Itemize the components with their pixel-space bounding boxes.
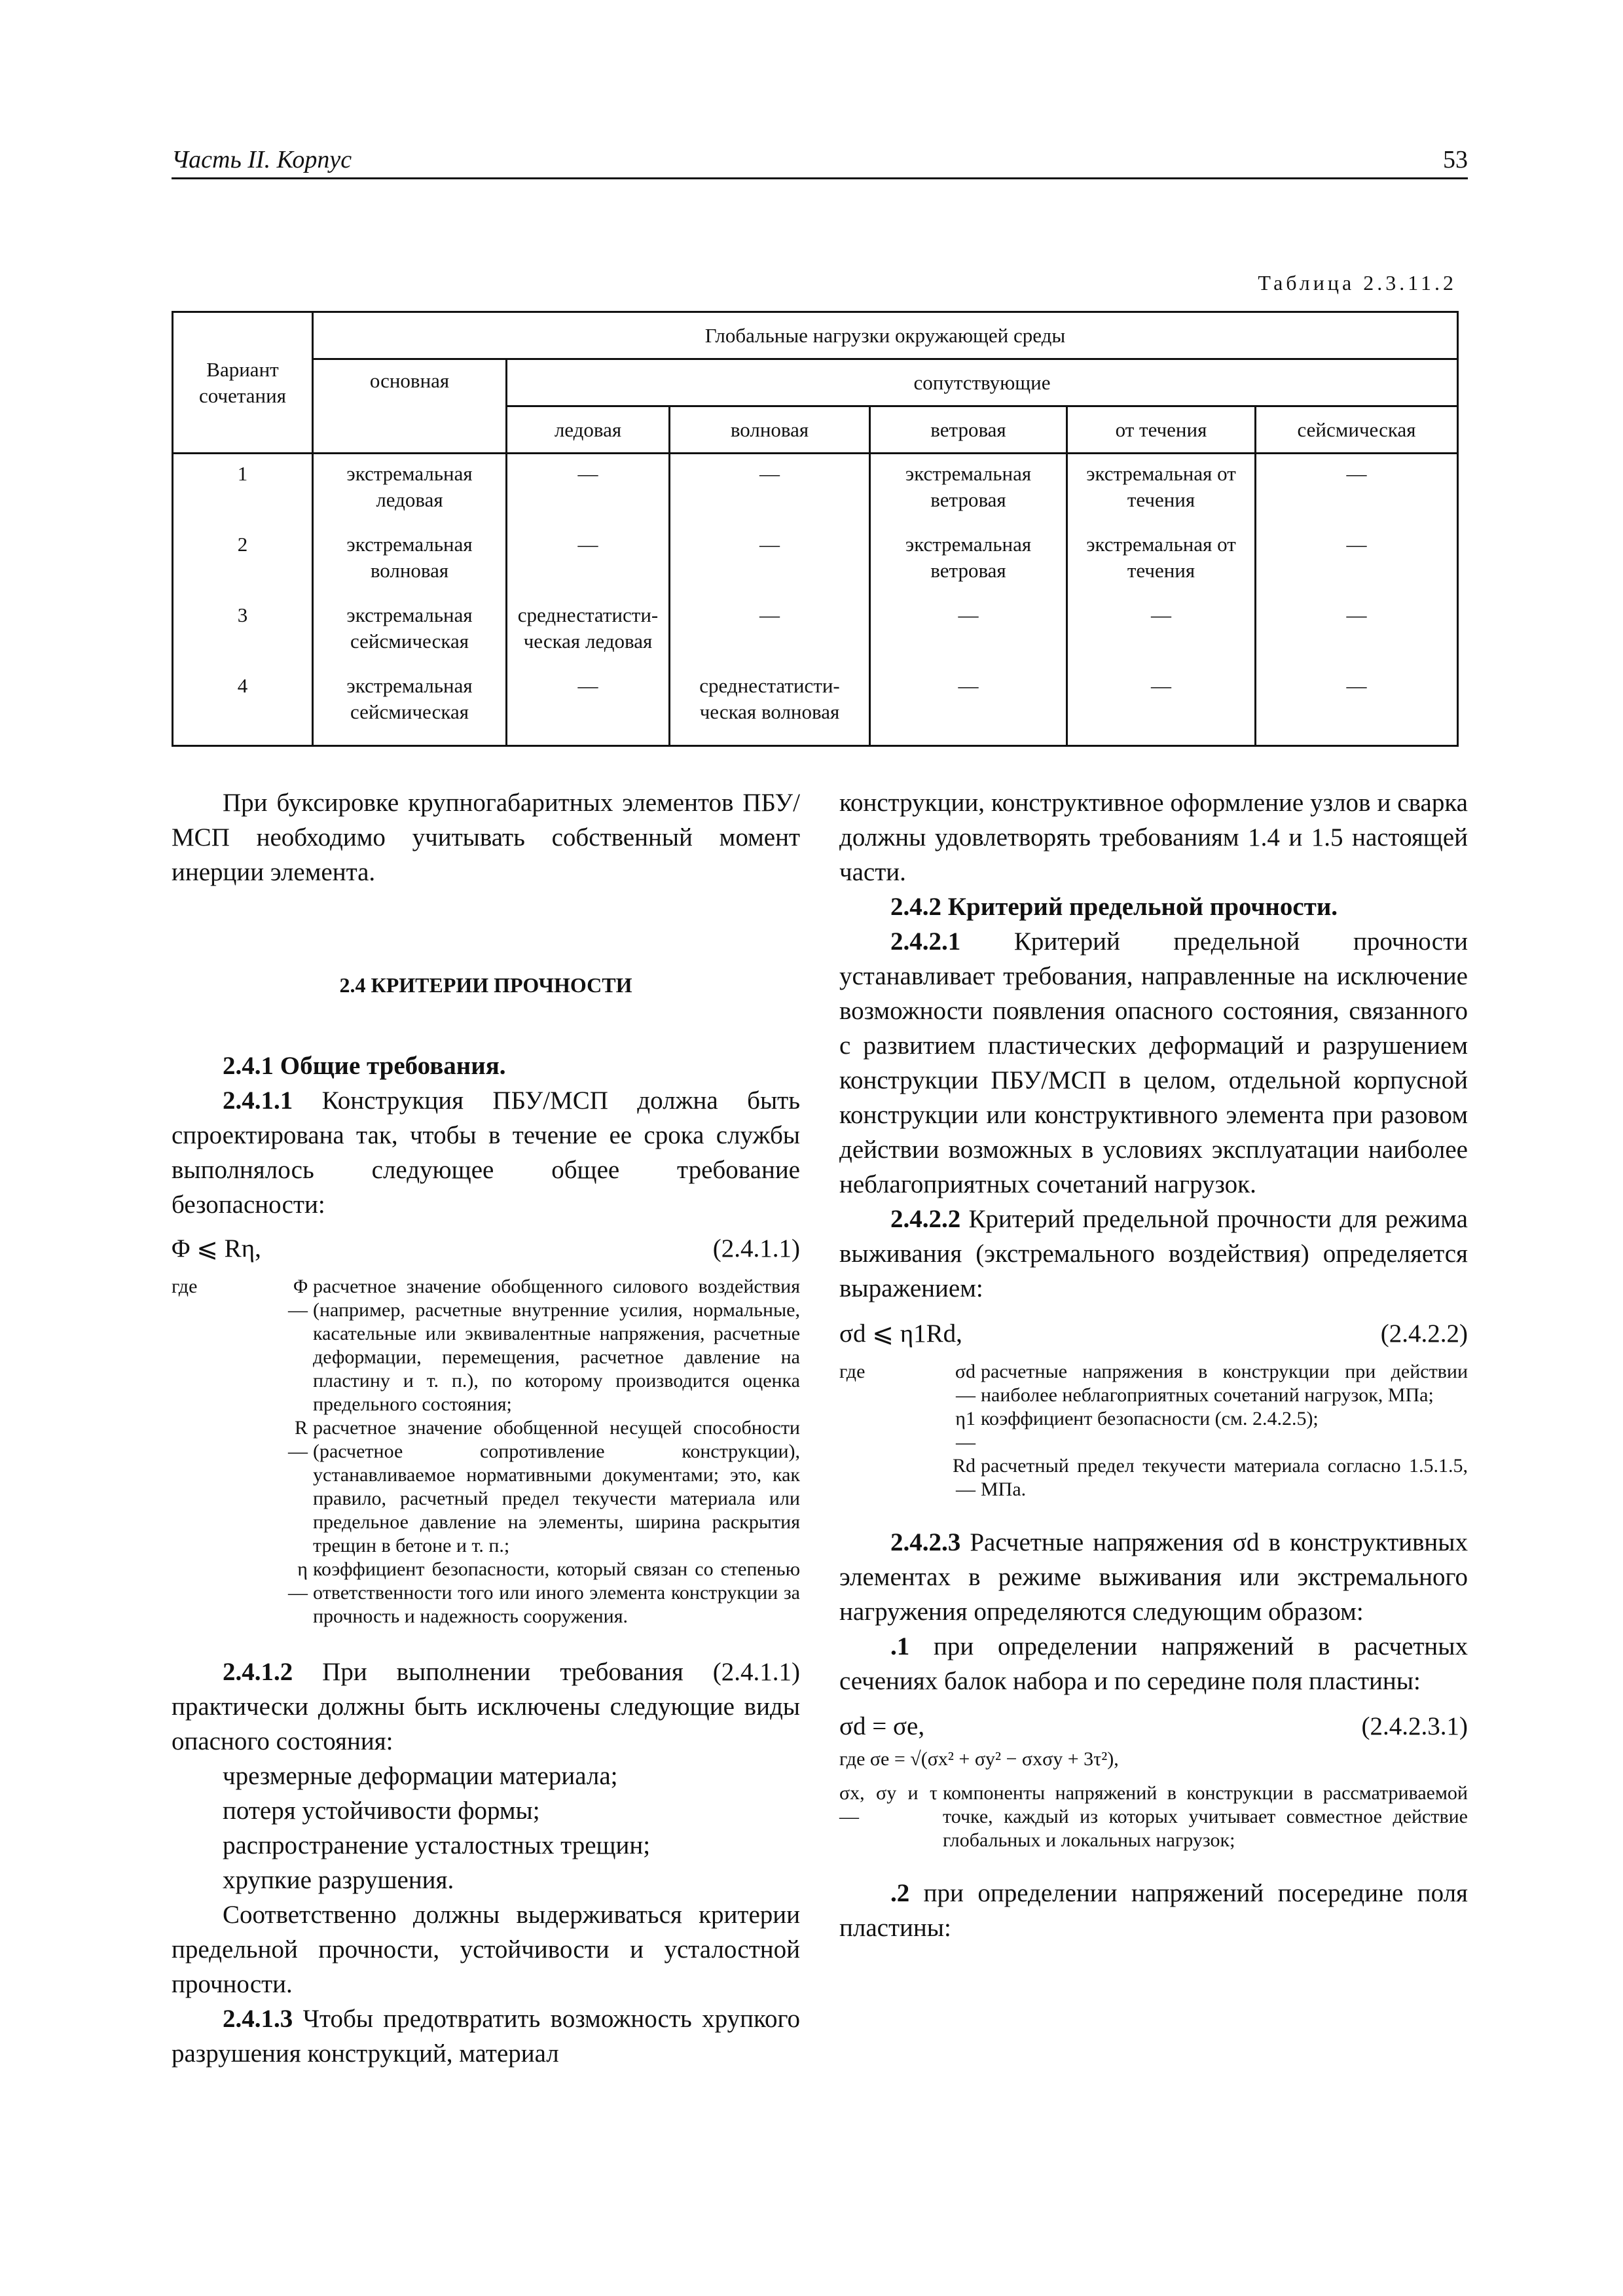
formula-expression: σd = σe,: [839, 1712, 925, 1740]
section-title: 2.4 КРИТЕРИИ ПРОЧНОСТИ: [339, 973, 632, 997]
col-header-accompanying: сопутствующие: [507, 359, 1458, 406]
table-cell: —: [1256, 525, 1458, 596]
legend-symbol: R —: [288, 1417, 308, 1462]
paragraph-accordingly: Соответственно должны выдерживаться критерии предельной прочности, устойчивости и усталостной прочности.: [172, 1901, 800, 1998]
formula-legend: [839, 1360, 1468, 1501]
legend-symbol: η1—: [955, 1408, 976, 1453]
header-rule: [172, 177, 1468, 179]
legend-symbol: σd —: [955, 1361, 976, 1406]
formula-2-4-2-3-1: [839, 1709, 1468, 1744]
item-number: .2: [890, 1879, 910, 1907]
table-cell: —: [670, 454, 870, 526]
where-label: где: [172, 1276, 198, 1297]
table-cell: 2: [173, 525, 313, 596]
left-column: [172, 785, 800, 2071]
legend-symbol: Rd —: [952, 1455, 976, 1500]
load-combinations-table: [172, 311, 1459, 747]
table-cell: экстремальная волновая: [313, 525, 507, 596]
subsection-heading-2-4-1: 2.4.1 Общие требования.: [223, 1052, 506, 1080]
table-cell: 3: [173, 596, 313, 666]
legend-text: расчетное значение обобщенного силового воздействия (например, расчетные внутренние усилия, нормальные, касательные или эквивалентные напряжения, расчетные деформации, перемещения, расчетное давление на пластину и т. п.), по которому производится оценка предельного состояния;: [313, 1276, 800, 1415]
formula-number: (2.4.2.2): [1380, 1319, 1468, 1348]
table-cell: 4: [173, 666, 313, 746]
col-header-seismic: сейсмическая: [1256, 406, 1458, 454]
clause-number: 2.4.1.1: [223, 1086, 293, 1115]
subsection-heading-2-4-2: 2.4.2 Критерий предельной прочности.: [890, 893, 1338, 921]
paragraph-towing: При буксировке крупногабаритных элементов ПБУ/МСП необходимо учитывать собственный момент инерции элемента.: [172, 789, 800, 886]
table-cell: —: [870, 666, 1067, 746]
legend-text: расчетный предел текучести материала согласно 1.5.1.5, МПа.: [981, 1455, 1468, 1500]
legend-symbol: Φ —: [288, 1276, 308, 1321]
table-cell: среднестатисти-ческая волновая: [670, 666, 870, 746]
table-cell: —: [507, 525, 670, 596]
col-header-ice: ледовая: [507, 406, 670, 454]
formula-where-sigma-e: где σe = √(σx² + σy² − σxσy + 3τ²),: [839, 1748, 1119, 1770]
legend-symbol: σx, σy и τ —: [839, 1782, 938, 1827]
page-header-title: Часть II. Корпус: [172, 146, 352, 173]
right-column: [839, 785, 1468, 1945]
formula-number: (2.4.2.3.1): [1361, 1712, 1468, 1740]
table-cell: —: [507, 454, 670, 526]
legend-symbol: η —: [288, 1558, 308, 1604]
table-row: [173, 666, 1458, 746]
clause-number: 2.4.2.3: [890, 1528, 961, 1556]
col-header-group: Глобальные нагрузки окружающей среды: [313, 312, 1458, 359]
clause-number: 2.4.1.2: [223, 1658, 293, 1686]
table-cell: —: [670, 596, 870, 666]
paragraph-2-4-1-2: 2.4.1.2 При выполнении требования (2.4.1.1) практически должны быть исключены следующие виды опасного состояния:: [172, 1658, 800, 1755]
paragraph-2-4-1-3: 2.4.1.3 Чтобы предотвратить возможность хрупкого разрушения конструкций, материал: [172, 2005, 800, 2068]
table-cell: —: [1256, 596, 1458, 666]
table-cell: —: [1067, 666, 1256, 746]
paragraph-continuation: конструкции, конструктивное оформление узлов и сварка должны удовлетворять требованиям 1.4 и 1.5 настоящей части.: [839, 789, 1468, 886]
col-header-current: от течения: [1067, 406, 1256, 454]
table-row: [173, 454, 1458, 526]
table-cell: экстремальная ветровая: [870, 454, 1067, 526]
table-row: [173, 596, 1458, 666]
formula-legend: [172, 1275, 800, 1628]
table-cell: —: [870, 596, 1067, 666]
table-cell: 1: [173, 454, 313, 526]
paragraph-2-4-2-1: 2.4.2.1 Критерий предельной прочности устанавливает требования, направленные на исключение возможности появления опасного состояния, связанного с развитием пластических деформаций и разрушением конструкции ПБУ/МСП в целом, отдельной корпусной конструкции или конструктивного элемента при разовом действии возможных в условиях эксплуатации наиболее неблагоприятных сочетаний нагрузок.: [839, 927, 1468, 1198]
table-cell: экстремальная ветровая: [870, 525, 1067, 596]
table-cell: экстремальная сейсмическая: [313, 666, 507, 746]
table-cell: —: [1067, 596, 1256, 666]
legend-text: коэффициент безопасности, который связан со степенью ответственности того или иного элемента конструкции за прочность и надежность сооружения.: [313, 1558, 800, 1627]
table-cell: —: [1256, 666, 1458, 746]
paragraph-2-4-2-3: 2.4.2.3 Расчетные напряжения σd в конструктивных элементах в режиме выживания или экстремального нагружения определяются следующим образом:: [839, 1528, 1468, 1626]
clause-number: 2.4.1.3: [223, 2005, 293, 2033]
col-header-variant: Вариант сочетания: [173, 312, 313, 454]
col-header-wind: ветровая: [870, 406, 1067, 454]
legend-text: коэффициент безопасности (см. 2.4.2.5);: [981, 1408, 1319, 1429]
item-1: .1 при определении напряжений в расчетных сечениях балок набора и по середине поля пластины:: [839, 1632, 1468, 1695]
table-cell: среднестатисти-ческая ледовая: [507, 596, 670, 666]
formula-2-4-1-1: [172, 1231, 800, 1266]
col-header-wave: волновая: [670, 406, 870, 454]
page-number: 53: [1443, 146, 1468, 173]
formula-expression: Φ ⩽ Rη,: [172, 1234, 261, 1263]
list-item: потеря устойчивости формы;: [223, 1797, 540, 1825]
list-item: хрупкие разрушения.: [223, 1866, 454, 1894]
table-cell: —: [670, 525, 870, 596]
table-cell: —: [507, 666, 670, 746]
table-cell: экстремальная от течения: [1067, 525, 1256, 596]
table-cell: экстремальная ледовая: [313, 454, 507, 526]
paragraph-2-4-1-1: 2.4.1.1 Конструкция ПБУ/МСП должна быть спроектирована так, чтобы в течение ее срока службы выполнялось следующее общее требование безопасности:: [172, 1086, 800, 1219]
list-item: распространение усталостных трещин;: [223, 1831, 651, 1859]
formula-expression: σd ⩽ η1Rd,: [839, 1319, 962, 1348]
table-caption: Таблица 2.3.11.2: [1258, 271, 1457, 295]
legend-text: расчетное значение обобщенной несущей способности (расчетное сопротивление конструкции), устанавливаемое нормативными документами; это, как правило, расчетный предел текучести материала или предельное давление на элементы, ширина раскрытия трещин в бетоне и т. п.;: [313, 1417, 800, 1556]
item-2: .2 при определении напряжений посередине поля пластины:: [839, 1879, 1468, 1942]
formula-legend: [839, 1782, 1468, 1852]
clause-number: 2.4.2.2: [890, 1205, 961, 1233]
formula-2-4-2-2: [839, 1316, 1468, 1351]
table-cell: экстремальная от течения: [1067, 454, 1256, 526]
formula-number: (2.4.1.1): [712, 1234, 800, 1263]
clause-number: 2.4.2.1: [890, 927, 961, 956]
where-label: где: [839, 1361, 866, 1382]
table-cell: —: [1256, 454, 1458, 526]
list-item: чрезмерные деформации материала;: [223, 1762, 618, 1790]
table-row: [173, 525, 1458, 596]
col-header-main: основная: [313, 359, 507, 454]
legend-text: компоненты напряжений в конструкции в рассматриваемой точке, каждый из которых учитывает совместное действие глобальных и локальных нагрузок;: [943, 1782, 1468, 1851]
item-number: .1: [890, 1632, 910, 1660]
legend-text: расчетные напряжения в конструкции при действии наиболее неблагоприятных сочетаний нагрузок, МПа;: [981, 1361, 1468, 1406]
table-cell: экстремальная сейсмическая: [313, 596, 507, 666]
paragraph-2-4-2-2: 2.4.2.2 Критерий предельной прочности для режима выживания (экстремального воздействия) определяется выражением:: [839, 1205, 1468, 1302]
